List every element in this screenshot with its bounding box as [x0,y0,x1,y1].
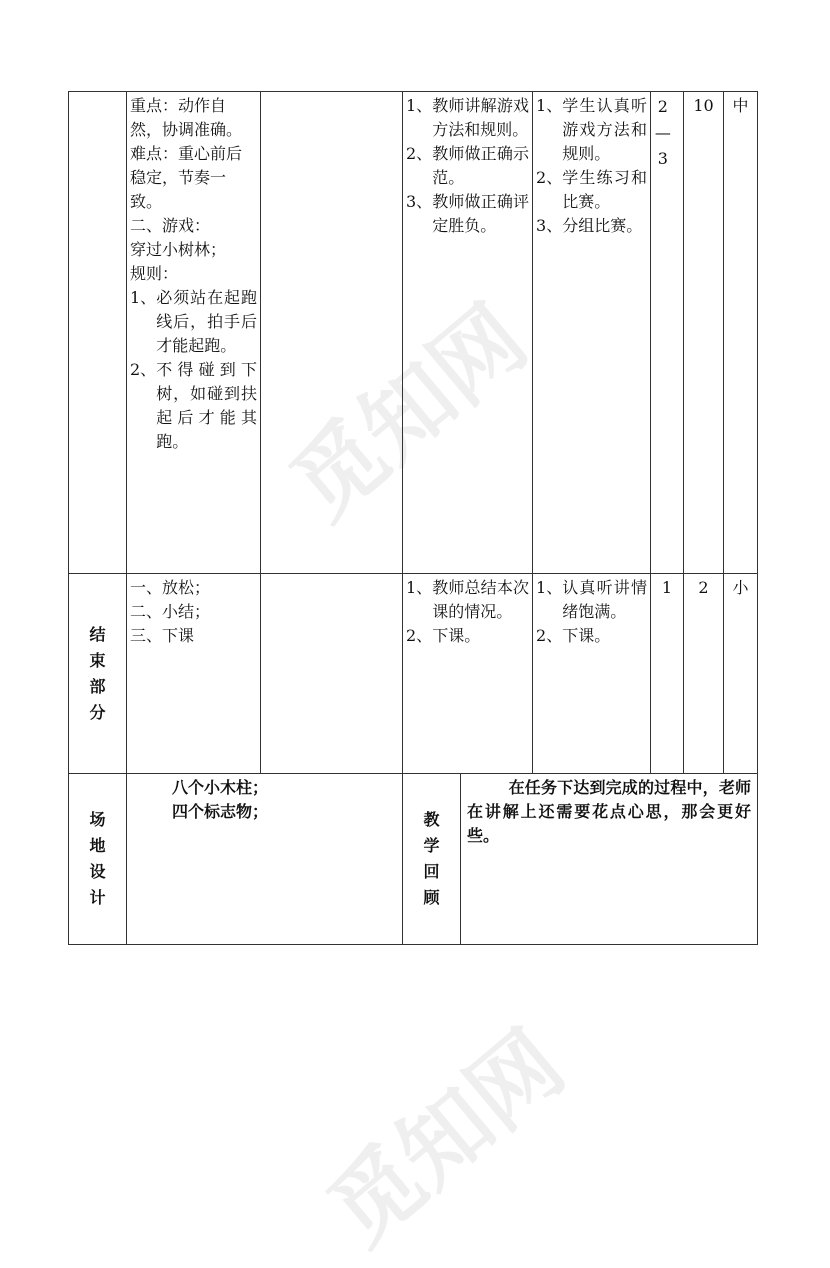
section-label-ending [69,574,127,774]
times-cell-ending: 1 [651,574,684,774]
intensity-cell-game: 中 [724,92,758,574]
content-line: 三、下课 [130,626,195,645]
times-cell-game [651,92,684,574]
content-line: 难点：重心前后稳定，节奏一致。 [130,144,243,211]
teacher-step [406,576,529,624]
section-label-empty [69,92,127,574]
venue-line: 四个标志物； [172,802,269,821]
item-text: 下课。 [432,626,481,645]
student-step [536,166,647,214]
content-line: 一、放松； [130,578,211,597]
item-text: 教师做正确示范。 [432,144,530,187]
student-step [536,576,647,624]
item-number: 2、 [536,168,563,187]
lesson-plan-table [68,91,758,945]
blank-cell-ending [261,574,403,774]
venue-line: 八个小木柱； [172,778,269,797]
content-line: 规则： [130,264,179,283]
item-number: 1、 [406,96,433,115]
ending-label: 结束部分 [89,624,106,722]
row-venue [69,774,758,945]
item-text: 学生练习和比赛。 [562,168,648,211]
student-step [536,624,647,648]
item-text: 下课。 [562,626,611,645]
student-step [536,214,647,238]
item-text: 学生认真听游戏方法和规则。 [562,96,648,163]
item-number: 2、 [406,144,433,163]
review-content [461,774,758,945]
item-number: 3、 [536,216,563,235]
venue-label: 场地设计 [89,810,106,907]
section-label-review [403,774,461,945]
item-number: 1、 [130,288,157,307]
content-line: 穿过小树林； [130,240,227,259]
item-text: 必须站在起跑线后，拍手后才能起跑。 [156,288,257,355]
content-cell-ending [127,574,261,774]
content-line: 二、小结； [130,602,211,621]
item-text: 不得碰到下树，如碰到扶起后才能其跑。 [156,360,257,451]
row-ending [69,574,758,774]
student-activity-game [533,92,651,574]
rule-item [130,286,257,358]
content-line: 二、游戏： [130,216,211,235]
student-activity-ending [533,574,651,774]
blank-cell-game [261,92,403,574]
item-number: 1、 [406,578,433,597]
intensity-cell-ending: 小 [724,574,758,774]
teacher-step [406,94,529,142]
item-text: 认真听讲情绪饱满。 [562,578,648,621]
content-line: 重点：动作自然，协调准确。 [130,96,243,139]
teacher-step [406,190,529,238]
section-label-venue [69,774,127,945]
watermark-bottom: 觅知网 [309,1011,584,1266]
item-text: 分组比赛。 [562,216,643,235]
minutes-cell-ending: 2 [684,574,724,774]
row-game [69,92,758,574]
item-text: 教师总结本次课的情况。 [432,578,530,621]
item-number: 1、 [536,578,563,597]
item-text: 教师做正确评定胜负。 [432,192,530,235]
content-cell-game [127,92,261,574]
times-value: 2—3 [654,97,671,168]
item-number: 2、 [406,626,433,645]
teacher-step [406,624,529,648]
teacher-step [406,142,529,190]
review-label: 教学回顾 [423,810,440,907]
review-text: 在任务下达到完成的过程中，老师在讲解上还需要花点心思，那会更好些。 [467,778,752,845]
student-step [536,94,647,166]
teacher-activity-ending [403,574,533,774]
minutes-cell-game: 10 [684,92,724,574]
item-number: 2、 [536,626,563,645]
rule-item [130,358,257,454]
item-number: 3、 [406,192,433,211]
teacher-activity-game [403,92,533,574]
venue-content [127,774,403,945]
item-number: 1、 [536,96,563,115]
watermark: 觅知网 [271,285,547,540]
item-text: 教师讲解游戏方法和规则。 [432,96,530,139]
item-number: 2、 [130,360,157,379]
